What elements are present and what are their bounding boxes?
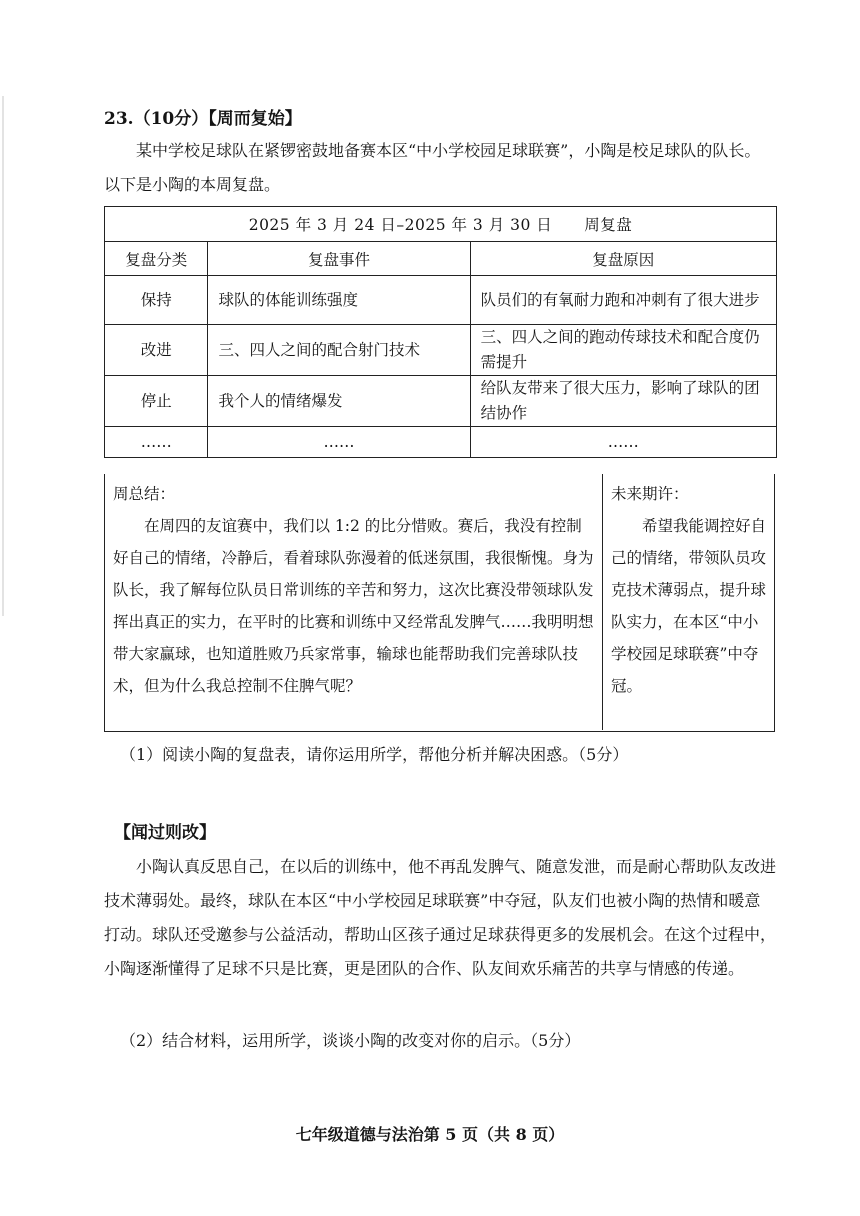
summary-box [104,474,775,732]
row-reason: 队员们的有氧耐力跑和冲刺有了很大进步 [470,276,776,325]
row-event: 球队的体能训练强度 [208,276,470,325]
header-reason: 复盘原因 [470,242,776,276]
table-title: 2025 年 3 月 24 日–2025 年 3 月 30 日 周复盘 [105,207,777,242]
future-label: 未来期许： [611,485,689,503]
section-2-material: 小陶认真反思自己，在以后的训练中，他不再乱发脾气、随意发泄，而是耐心帮助队友改进技术薄弱处。最终，球队在本区“中小学校园足球联赛”中夺冠，队友们也被小陶的热情和暖意打动。球队还受邀参与公益活动，帮助山区孩子通过足球获得更多的发展机会。在这个过程中，小陶逐渐懂得了足球不只是比赛，更是团队的合作、队友间欢乐痛苦的共享与情感的传递。 [104,857,777,978]
section-2-heading: 【闻过则改】 [114,823,216,843]
row-event: 三、四人之间的配合射门技术 [208,325,470,376]
row-category: 停止 [105,376,208,427]
ellipsis-row [105,427,777,458]
row-category: 改进 [105,325,208,376]
ellipsis-cell: …… [208,427,470,458]
question-heading: 23.（10分）【周而复始】 [104,109,302,129]
question-intro: 某中学校足球队在紧锣密鼓地备赛本区“中小学校园足球联赛”，小陶是校足球队的队长。以下是小陶的本周复盘。 [104,141,761,194]
future-expectation [603,474,774,730]
summary-label: 周总结： [113,485,176,503]
ellipsis-cell: …… [470,427,776,458]
row-category: 保持 [105,276,208,325]
sub-question-1: （1）阅读小陶的复盘表，请你运用所学，帮他分析并解决困惑。（5分） [120,745,629,764]
table-header-row [105,242,777,276]
summary-text: 在周四的友谊赛中，我们以 1:2 的比分惜败。赛后，我没有控制好自己的情绪，冷静后，看着球队弥漫着的低迷氛围，我很惭愧。身为队长，我了解每位队员日常训练的辛苦和努力，这次比赛没带领球队发挥出真正的实力，在平时的比赛和训练中又经常乱发脾气……我明明想带大家赢球，也知道胜败乃兵家常事，输球也能帮助我们完善球队技术，但为什么我总控制不住脾气呢？ [113,517,594,695]
table-row [105,276,777,325]
table-row [105,376,777,427]
scan-margin-line [2,96,4,616]
page-footer: 七年级道德与法治第 5 页（共 8 页） [295,1125,565,1144]
future-text: 希望我能调控好自己的情绪，带领队员攻克技术薄弱点，提升球队实力，在本区“中小学校园足球联赛”中夺冠。 [611,517,767,695]
row-reason: 三、四人之间的跑动传球技术和配合度仍需提升 [470,325,776,376]
row-event: 我个人的情绪爆发 [208,376,470,427]
table-row [105,325,777,376]
header-category: 复盘分类 [105,242,208,276]
weekly-review-table [104,206,777,458]
row-reason: 给队友带来了很大压力，影响了球队的团结协作 [470,376,776,427]
sub-question-2: （2）结合材料，运用所学，谈谈小陶的改变对你的启示。（5分） [120,1031,581,1050]
ellipsis-cell: …… [105,427,208,458]
header-event: 复盘事件 [208,242,470,276]
weekly-summary [105,474,603,730]
